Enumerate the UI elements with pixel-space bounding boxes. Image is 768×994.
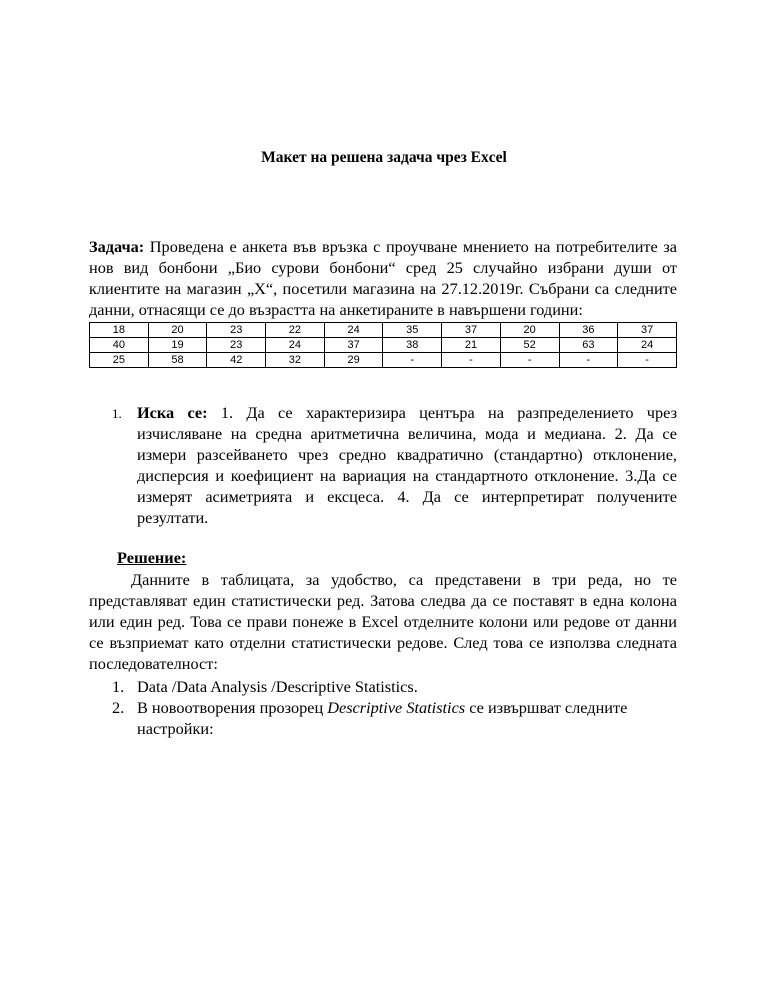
table-cell: 63 xyxy=(559,338,618,353)
table-cell: - xyxy=(500,353,559,368)
table-cell: 18 xyxy=(90,323,149,338)
table-cell: - xyxy=(618,353,677,368)
step-text-before: В новоотворения прозорец xyxy=(137,698,328,717)
table-cell: 37 xyxy=(324,338,383,353)
task-paragraph xyxy=(89,236,677,320)
question-body xyxy=(137,402,677,528)
step-text-italic: Descriptive Statistics xyxy=(327,698,466,717)
table-cell: - xyxy=(383,353,442,368)
table-cell: 38 xyxy=(383,338,442,353)
table-cell: 20 xyxy=(148,323,207,338)
table-cell: - xyxy=(442,353,501,368)
solution-heading: Решение: xyxy=(117,548,187,567)
step-text-after: се извършват следните настройки: xyxy=(137,698,628,738)
table-cell: 58 xyxy=(148,353,207,368)
table-cell: 23 xyxy=(207,338,266,353)
list-item xyxy=(112,697,677,739)
table-row xyxy=(90,353,677,368)
table-cell: 35 xyxy=(383,323,442,338)
question-number: 1. xyxy=(112,406,122,421)
step-number: 2. xyxy=(112,698,125,717)
table-cell: 36 xyxy=(559,323,618,338)
step-number: 1. xyxy=(112,677,125,696)
table-cell: 23 xyxy=(207,323,266,338)
question-text: 1. Да се характеризира центъра на разпределението чрез изчисляване на средна аритметична величина, мода и медиана. 2. Да се измери разсейването чрез средно квадратично (стандартно) отклонение, дисперсия и коефициент на вариация на стандартното отклонение. 3.Да се измерят асиметрията и ексцеса. 4. Да се интерпретират получените резултати. xyxy=(137,403,677,527)
table-cell: - xyxy=(559,353,618,368)
table-cell: 21 xyxy=(442,338,501,353)
table-cell: 40 xyxy=(90,338,149,353)
question-label: Иска се: xyxy=(137,403,208,422)
task-text: Проведена е анкета във връзка с проучване мнението на потребителите за нов вид бонбони „Био сурови бонбони“ сред 25 случайно избрани души от клиентите на магазин „X“, посетили магазина на 27.12.2019г. Събрани са следните данни, отнасящи се до възрастта на анкетираните в навършени години: xyxy=(89,237,677,319)
table-cell: 32 xyxy=(266,353,325,368)
table-cell: 42 xyxy=(207,353,266,368)
steps-list xyxy=(112,676,677,739)
table-cell: 19 xyxy=(148,338,207,353)
ages-table xyxy=(89,322,677,368)
table-cell: 24 xyxy=(324,323,383,338)
step-text: Data /Data Analysis /Descriptive Statistics. xyxy=(137,677,418,696)
page-title: Макет на решена задача чрез Excel xyxy=(261,149,507,166)
table-cell: 24 xyxy=(266,338,325,353)
table-row xyxy=(90,323,677,338)
table-cell: 25 xyxy=(90,353,149,368)
solution-paragraph: Данните в таблицата, за удобство, са представени в три реда, но те представляват един статистически ред. Затова следва да се поставят в една колона или един ред. Това се прави понеже в Excel отделните колони или редове от данни се възприемат като отделни статистически редове. След това се използва следната последователност: xyxy=(89,570,677,673)
table-cell: 29 xyxy=(324,353,383,368)
table-cell: 37 xyxy=(618,323,677,338)
table-cell: 20 xyxy=(500,323,559,338)
table-cell: 22 xyxy=(266,323,325,338)
question-item xyxy=(112,402,677,528)
list-item xyxy=(112,676,677,697)
table-row xyxy=(90,338,677,353)
table-cell: 52 xyxy=(500,338,559,353)
table-cell: 37 xyxy=(442,323,501,338)
table-cell: 24 xyxy=(618,338,677,353)
task-label: Задача: xyxy=(89,237,145,256)
